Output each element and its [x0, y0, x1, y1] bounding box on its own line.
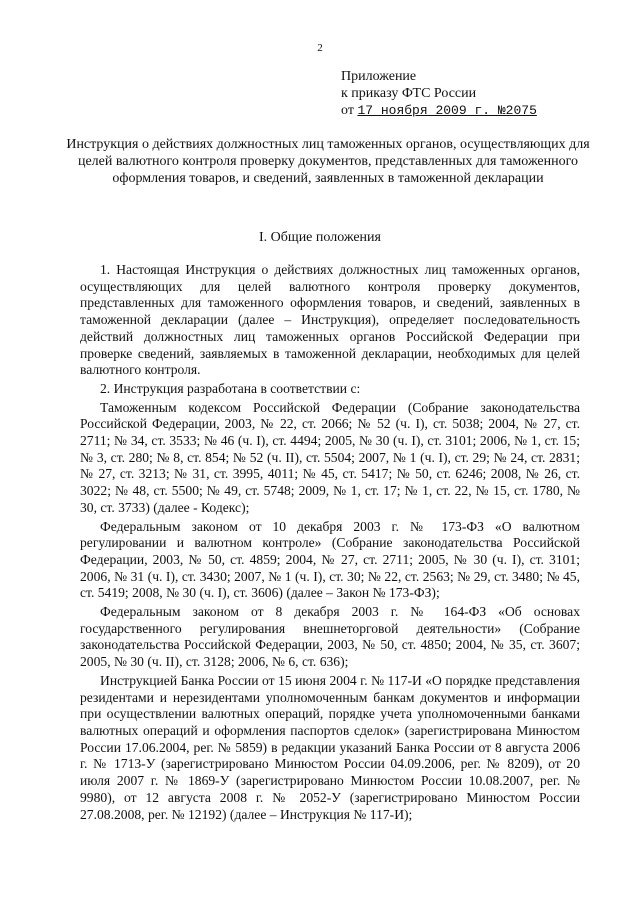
appendix-order-ref: к приказу ФТС России	[341, 86, 477, 101]
paragraph-instruction-117: Инструкцией Банка России от 15 июня 2004 г. № 117-И «О порядке представления резидентами и нерезидентами уполномоченным банкам документов и информации при осуществлении валютных операций, порядке учета уполномоченными банками валютных операций и оформления паспортов сделок» (зарегистрирована Минюстом России 17.06.2004, рег. № 5859) в редакции указаний Банка России от 8 августа 2006 г. № 1713-У (зарегистрировано Минюстом России 04.09.2006, рег. № 8209), от 20 июля 2007 г. № 1869-У (зарегистрировано Минюстом России 10.08.2007, рег. № 9980), от 12 августа 2008 г. № 2052-У (зарегистрировано Минюстом России 27.08.2008, рег. № 12192) (далее – Инструкция № 117-И);	[80, 672, 580, 822]
appendix-date-value: 17 ноября 2009 г. №2075	[357, 103, 537, 118]
paragraph-customs-code: Таможенным кодексом Российской Федерации (Собрание законодательства Российской Федерации, 2003, № 22, ст. 2066; № 52 (ч. I), ст. 5038; 2004, № 27, ст. 2711; № 34, ст. 3533; № 46 (ч. I), ст. 4494; 2005, № 30 (ч. I), ст. 3101; 2006, № 1, ст. 15; № 3, ст. 280; № 8, ст. 854; № 52 (ч. II), ст. 5504; 2007, № 1 (ч. I), ст. 29; № 24, ст. 2831; № 27, ст. 3213; № 31, ст. 3995, 4011; № 45, ст. 5417; № 50, ст. 6246; 2008, № 26, ст. 3022; № 48, ст. 5500; № 49, ст. 5748; 2009, № 1, ст. 17; № 1, ст. 22, № 15, ст. 1780, № 30, ст. 3733) (далее - Кодекс);	[80, 399, 580, 515]
page-number: 2	[317, 42, 323, 54]
appendix-date-line	[341, 102, 537, 119]
appendix-block	[341, 68, 537, 119]
appendix-date-prefix: от	[341, 103, 358, 118]
section-heading: I. Общие положения	[259, 230, 381, 245]
document-body	[80, 262, 580, 825]
document-title: Инструкция о действиях должностных лиц таможенных органов, осуществляющих для целей валютного контроля проверку документов, представленных для таможенного оформления товаров, и сведений, заявленных в таможенной декларации	[66, 137, 590, 186]
paragraph-2: 2. Инструкция разработана в соответствии с:	[100, 380, 361, 396]
paragraph-law-173: Федеральным законом от 10 декабря 2003 г. № 173-ФЗ «О валютном регулировании и валютном контроле» (Собрание законодательства Российской Федерации, 2003, № 50, ст. 4859; 2004, № 27, ст. 2711; 2005, № 30 (ч. I), ст. 3101; 2006, № 31 (ч. I), ст. 3430; 2007, № 1 (ч. I), ст. 30; № 22, ст. 2563; № 29, ст. 3480; № 45, ст. 5419; 2008, № 30 (ч. I), ст. 3606) (далее – Закон № 173-ФЗ);	[80, 518, 580, 601]
appendix-label: Приложение	[341, 69, 417, 84]
paragraph-law-164: Федеральным законом от 8 декабря 2003 г. № 164-ФЗ «Об основах государственного регулирования внешнеторговой деятельности» (Собрание законодательства Российской Федерации, 2003, № 50, ст. 4850; 2004, № 35, ст. 3607; 2005, № 30 (ч. II), ст. 3128; 2006, № 6, ст. 636);	[80, 604, 580, 670]
paragraph-1: 1. Настоящая Инструкция о действиях должностных лиц таможенных органов, осуществляющих для целей валютного контроля проверку документов, представленных для таможенного оформления товаров, и сведений, заявленных в таможенной декларации (далее – Инструкция), определяет последовательность действий должностных лиц таможенных органов Российской Федерации при проверке сведений, заявляемых в таможенной декларации, необходимых для целей валютного контроля.	[80, 262, 580, 378]
